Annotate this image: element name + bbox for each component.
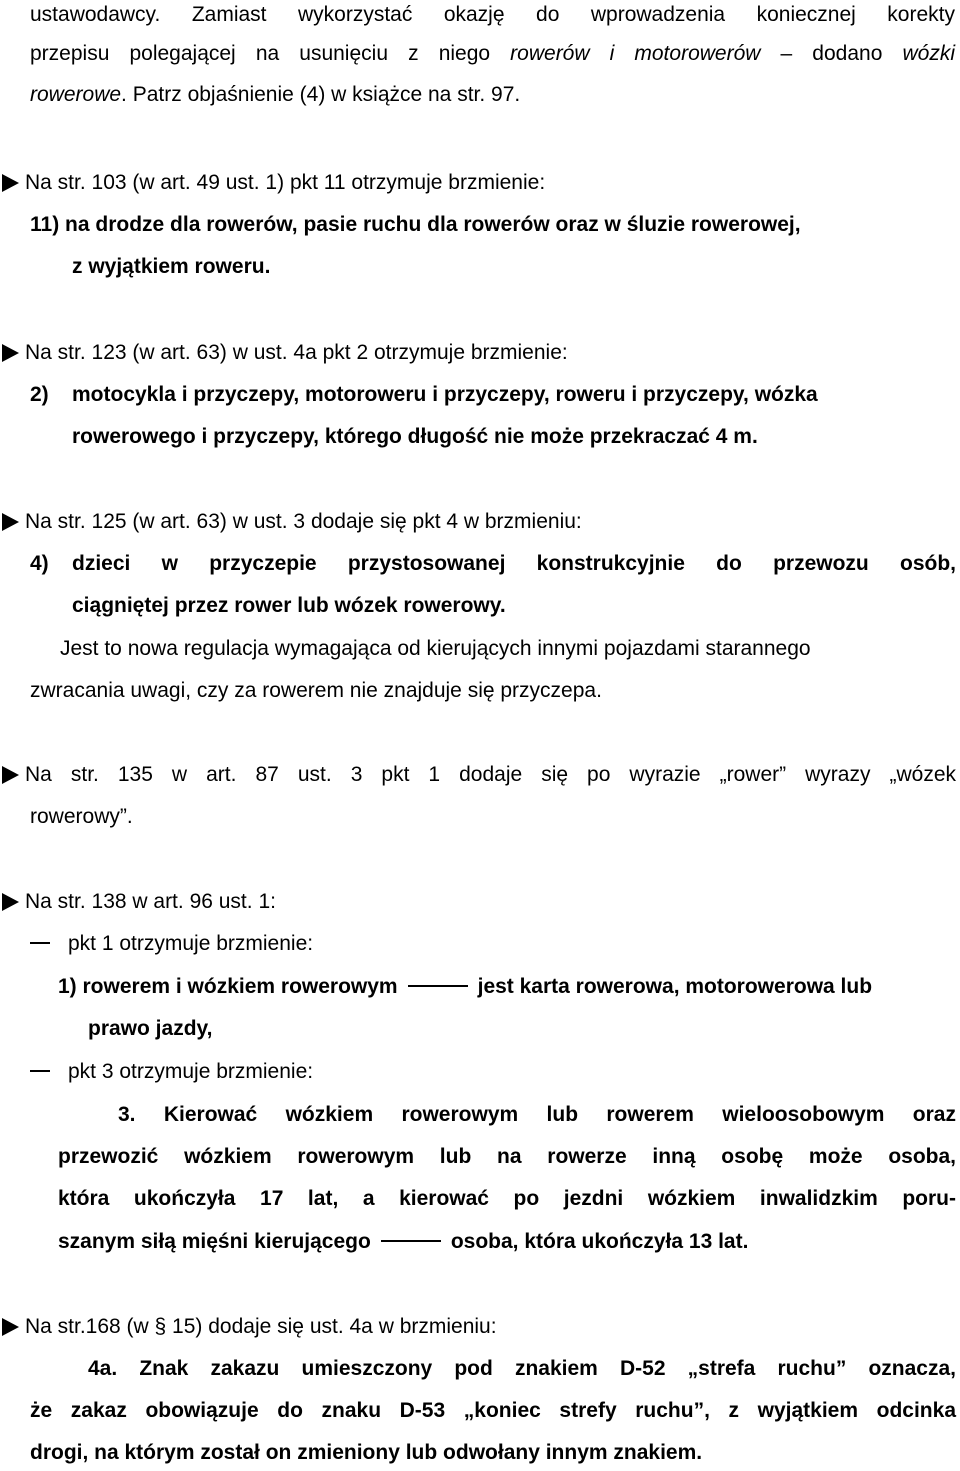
section-1-heading xyxy=(2,168,545,198)
section-1-body-1: 11) na drodze dla rowerów, pasie ruchu dla rowerów oraz w śluzie rowerowej, xyxy=(30,213,801,236)
dash-bullet-icon xyxy=(30,942,50,944)
intro-text: . Patrz objaśnienie (4) w książce na str. 97. xyxy=(121,83,521,106)
section-2-heading xyxy=(2,338,568,368)
section-5-dash-item-1 xyxy=(30,929,313,959)
heading-text: Na str.168 (w § 15) dodaje się ust. 4a w brzmieniu: xyxy=(25,1315,497,1338)
section-4-heading xyxy=(2,760,956,790)
em-dash-icon xyxy=(381,1240,441,1242)
heading-text: Na str. 138 w art. 96 ust. 1: xyxy=(25,890,276,913)
dash-item-text: pkt 1 otrzymuje brzmienie: xyxy=(68,932,314,955)
section-2-body-1: motocykla i przyczepy, motoroweru i przyczepy, roweru i przyczepy, wózka xyxy=(72,383,818,406)
intro-italic: rowerów i motorowerów xyxy=(510,42,761,65)
intro-italic: wózki xyxy=(902,42,955,65)
section-5-point-3-line-3: która ukończyła 17 lat, a kierować po jezdni wózkiem inwalidzkim poru- xyxy=(58,1187,956,1210)
intro-line-1: ustawodawcy. Zamiast wykorzystać okazję do wprowadzenia koniecznej korekty xyxy=(30,3,955,26)
section-5-heading xyxy=(2,887,276,917)
section-3-note-1: Jest to nowa regulacja wymagająca od kierujących innymi pojazdami starannego xyxy=(60,637,811,660)
arrow-bullet-icon xyxy=(2,344,19,362)
intro-text: – dodano xyxy=(760,42,903,65)
point-text: szanym siłą mięśni kierującego xyxy=(58,1230,371,1253)
arrow-bullet-icon xyxy=(2,174,19,192)
intro-line-2 xyxy=(30,39,955,69)
section-2-number: 2) xyxy=(30,383,49,406)
point-text: jest karta rowerowa, motorowerowa lub xyxy=(477,975,873,998)
intro-text: przepisu polegającej na usunięciu z niego xyxy=(30,42,511,65)
section-3-body-1: dzieci w przyczepie przystosowanej konstrukcyjnie do przewozu osób, xyxy=(72,552,956,575)
heading-text: Na str. 123 (w art. 63) w ust. 4a pkt 2 otrzymuje brzmienie: xyxy=(25,341,568,364)
section-3-note-2: zwracania uwagi, czy za rowerem nie znajduje się przyczepa. xyxy=(30,679,602,702)
section-5-point-3-line-4 xyxy=(58,1227,748,1257)
arrow-bullet-icon xyxy=(2,766,19,784)
heading-text: Na str. 125 (w art. 63) w ust. 3 dodaje się pkt 4 w brzmieniu: xyxy=(25,510,582,533)
section-5-dash-item-2 xyxy=(30,1057,313,1087)
point-text: osoba, która ukończyła 13 lat. xyxy=(450,1230,749,1253)
section-6-body-3: drogi, na którym został on zmieniony lub odwołany innym znakiem. xyxy=(30,1441,703,1464)
arrow-bullet-icon xyxy=(2,513,19,531)
section-5-point-1-cont: prawo jazdy, xyxy=(88,1017,213,1040)
heading-text: Na str. 135 w art. 87 ust. 3 pkt 1 dodaje się po wyrazie „rower” wyrazy „wózek xyxy=(25,763,956,786)
section-3-body-2: ciągniętej przez rower lub wózek rowerowy. xyxy=(72,594,506,617)
intro-line-3 xyxy=(30,80,520,110)
section-4-heading-cont: rowerowy”. xyxy=(30,805,133,828)
dash-bullet-icon xyxy=(30,1070,50,1072)
section-6-heading xyxy=(2,1312,497,1342)
intro-italic: rowerowe xyxy=(30,83,122,106)
section-1-body-2: z wyjątkiem roweru. xyxy=(72,255,271,278)
section-3-heading xyxy=(2,507,582,537)
point-text: 1) rowerem i wózkiem rowerowym xyxy=(58,975,398,998)
dash-item-text: pkt 3 otrzymuje brzmienie: xyxy=(68,1060,314,1083)
arrow-bullet-icon xyxy=(2,1318,19,1336)
section-2-body-2: rowerowego i przyczepy, którego długość nie może przekraczać 4 m. xyxy=(72,425,758,448)
section-6-body-1: 4a. Znak zakazu umieszczony pod znakiem D-52 „strefa ruchu” oznacza, xyxy=(88,1357,956,1380)
heading-text: Na str. 103 (w art. 49 ust. 1) pkt 11 otrzymuje brzmienie: xyxy=(25,171,546,194)
em-dash-icon xyxy=(408,985,468,987)
section-5-point-1 xyxy=(58,972,872,1002)
section-5-point-3-line-2: przewozić wózkiem rowerowym lub na rowerze inną osobę może osoba, xyxy=(58,1145,956,1168)
arrow-bullet-icon xyxy=(2,893,19,911)
section-3-number: 4) xyxy=(30,552,49,575)
section-6-body-2: że zakaz obowiązuje do znaku D-53 „koniec strefy ruchu”, z wyjątkiem odcinka xyxy=(30,1399,956,1422)
section-5-point-3-line-1: 3. Kierować wózkiem rowerowym lub rowerem wieloosobowym oraz xyxy=(118,1103,956,1126)
